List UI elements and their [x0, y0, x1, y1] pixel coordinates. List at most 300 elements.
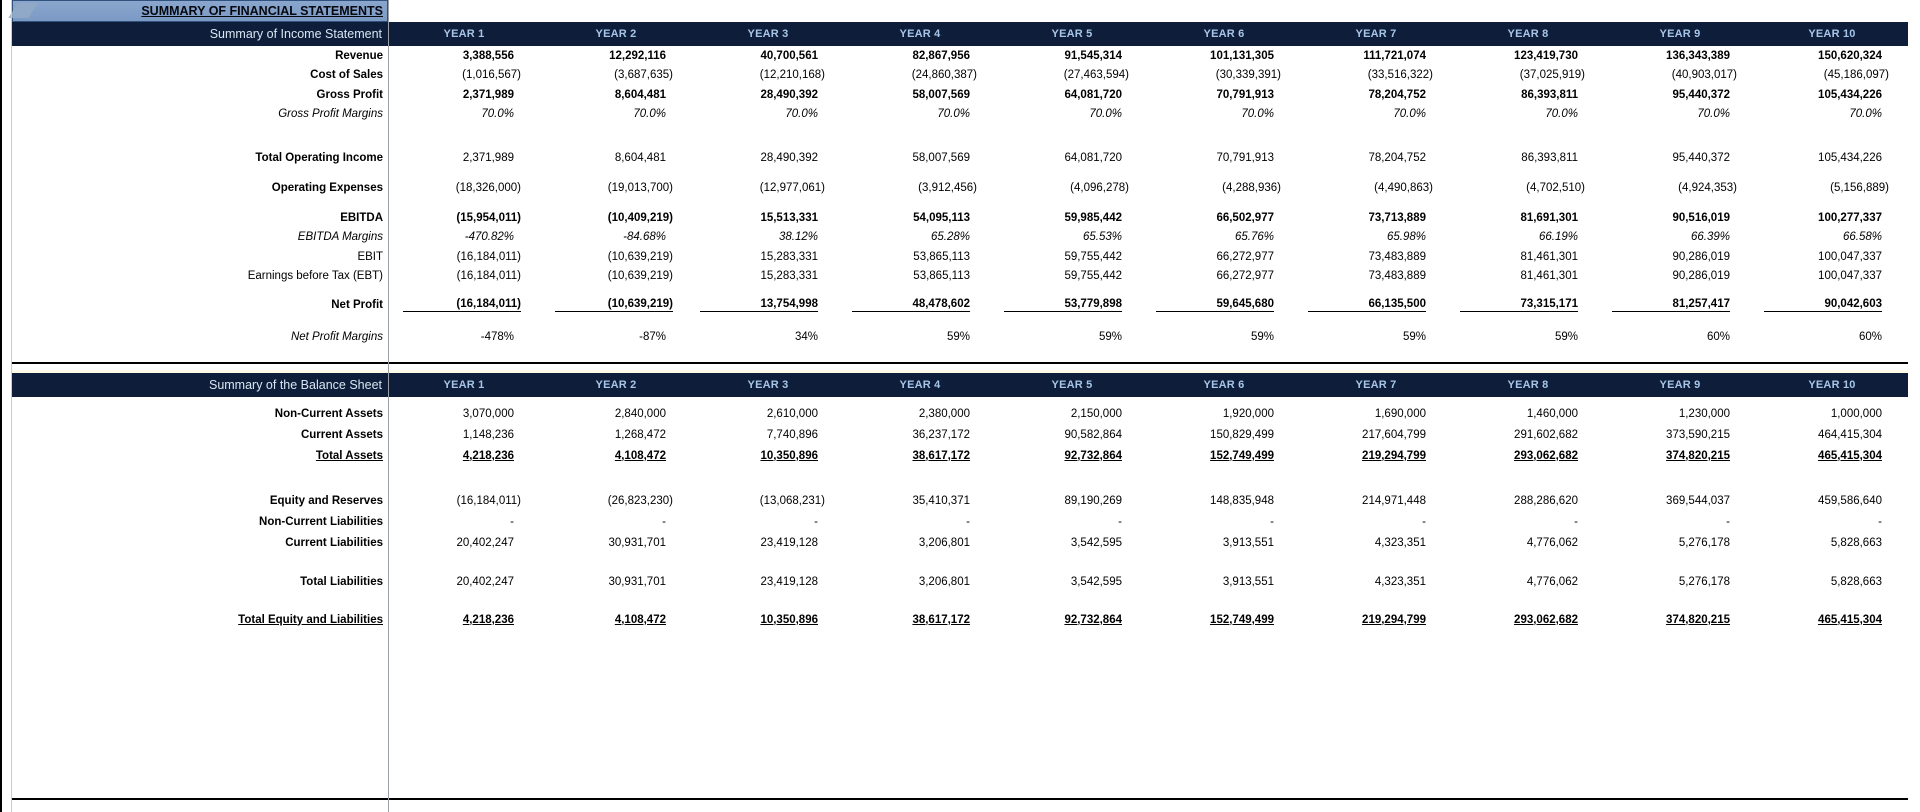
row-label-cell[interactable]: Revenue — [335, 49, 383, 62]
value-cell[interactable] — [996, 212, 1148, 224]
row-ebitda-margins — [2, 228, 1920, 248]
value-cell[interactable] — [388, 69, 540, 81]
value-cell[interactable] — [1604, 251, 1756, 263]
value-cell[interactable] — [996, 450, 1148, 462]
value-cell[interactable] — [1756, 50, 1908, 62]
value-text: 2,380,000 — [918, 407, 970, 420]
value-cell[interactable] — [540, 182, 692, 194]
value-cell[interactable] — [1756, 270, 1908, 282]
value-cell[interactable] — [692, 270, 844, 282]
value-cell[interactable] — [844, 331, 996, 343]
value-cell[interactable] — [844, 251, 996, 263]
value-cell[interactable] — [844, 614, 996, 626]
value-cell[interactable] — [388, 537, 540, 549]
value-cell[interactable] — [1300, 182, 1452, 194]
value-text: 4,108,472 — [614, 449, 666, 462]
value-cell[interactable] — [540, 331, 692, 343]
value-cell[interactable] — [692, 152, 844, 164]
value-cell[interactable] — [1604, 429, 1756, 441]
value-cell[interactable] — [540, 576, 692, 588]
row-label-cell[interactable]: Cost of Sales — [310, 69, 383, 82]
value-cell[interactable] — [996, 331, 1148, 343]
value-cell[interactable] — [1756, 495, 1908, 507]
value-cell[interactable] — [1148, 108, 1300, 120]
value-cell[interactable] — [844, 212, 996, 224]
value-cell[interactable] — [996, 69, 1148, 81]
value-cell[interactable] — [1604, 614, 1756, 626]
value-cell[interactable] — [1300, 614, 1452, 626]
value-cell[interactable] — [1756, 251, 1908, 263]
value-text: 4,218,236 — [462, 613, 514, 626]
value-text: (45,186,097) — [1823, 69, 1889, 82]
value-cell[interactable] — [540, 108, 692, 120]
value-cell[interactable] — [996, 108, 1148, 120]
value-cell[interactable] — [1756, 576, 1908, 588]
value-text: -84.68% — [623, 231, 666, 244]
value-text: - — [1726, 515, 1730, 528]
value-cell[interactable] — [1300, 69, 1452, 81]
value-cell[interactable] — [1604, 576, 1756, 588]
value-text: 70.0% — [1849, 108, 1882, 121]
value-cell[interactable] — [1300, 231, 1452, 243]
value-cell[interactable] — [692, 108, 844, 120]
value-cell[interactable] — [388, 429, 540, 441]
value-text: 1,460,000 — [1526, 407, 1578, 420]
value-cell[interactable] — [996, 516, 1148, 528]
value-text: 2,371,989 — [462, 151, 514, 164]
value-cell[interactable] — [1300, 270, 1452, 282]
value-text: 90,516,019 — [1672, 211, 1730, 224]
value-cell[interactable] — [388, 89, 540, 101]
value-text: (3,912,456) — [918, 182, 977, 195]
value-cell[interactable] — [540, 408, 692, 420]
value-cell[interactable] — [1452, 270, 1604, 282]
year-header[interactable]: YEAR 5 — [1051, 379, 1093, 391]
value-text: (16,184,011) — [456, 270, 521, 283]
value-text: (16,184,011) — [403, 298, 521, 312]
value-text: 59% — [1250, 331, 1274, 344]
value-text: 86,393,811 — [1521, 88, 1578, 101]
balance-sheet-header-label[interactable]: Summary of the Balance Sheet — [208, 378, 382, 392]
value-cell[interactable] — [844, 516, 996, 528]
value-cell[interactable] — [844, 50, 996, 62]
value-cell[interactable] — [1300, 89, 1452, 101]
value-cell[interactable] — [1756, 408, 1908, 420]
value-cell[interactable] — [1604, 231, 1756, 243]
value-cell[interactable] — [1148, 251, 1300, 263]
value-cell[interactable] — [844, 408, 996, 420]
value-cell[interactable] — [1148, 429, 1300, 441]
year-header[interactable]: YEAR 3 — [747, 28, 789, 40]
value-cell[interactable] — [1300, 152, 1452, 164]
row-label-cell[interactable]: Operating Expenses — [271, 182, 383, 195]
value-cell[interactable] — [1452, 152, 1604, 164]
value-cell[interactable] — [692, 50, 844, 62]
value-text: 73,483,889 — [1368, 250, 1426, 263]
value-cell[interactable] — [1604, 331, 1756, 343]
value-cell[interactable] — [1452, 429, 1604, 441]
value-text: - — [814, 515, 818, 528]
value-cell[interactable] — [540, 495, 692, 507]
value-cell[interactable] — [844, 298, 996, 312]
value-cell[interactable] — [692, 495, 844, 507]
value-cell[interactable] — [1452, 182, 1604, 194]
value-cell[interactable] — [692, 537, 844, 549]
value-cell[interactable] — [1148, 331, 1300, 343]
value-cell[interactable] — [1452, 212, 1604, 224]
row-label-cell[interactable]: Equity and Reserves — [269, 494, 383, 507]
row-total-equity-and-liabilities — [2, 609, 1920, 630]
year-header[interactable]: YEAR 2 — [595, 379, 637, 391]
value-cell[interactable] — [844, 450, 996, 462]
row-label-cell[interactable]: Net Profit Margins — [290, 331, 383, 344]
value-cell[interactable] — [1148, 231, 1300, 243]
value-cell[interactable] — [1756, 231, 1908, 243]
row-label-cell[interactable]: Total Operating Income — [255, 151, 383, 164]
row-ebitda — [2, 208, 1920, 228]
year-header[interactable]: YEAR 7 — [1355, 28, 1397, 40]
year-header[interactable]: YEAR 9 — [1659, 28, 1701, 40]
value-cell[interactable] — [996, 270, 1148, 282]
value-cell[interactable] — [388, 408, 540, 420]
value-cell[interactable] — [388, 298, 540, 312]
value-cell[interactable] — [844, 182, 996, 194]
value-cell[interactable] — [388, 231, 540, 243]
value-text: (1,016,567) — [462, 69, 521, 82]
year-header[interactable]: YEAR 6 — [1203, 28, 1245, 40]
value-cell[interactable] — [844, 69, 996, 81]
value-text: (26,823,230) — [607, 494, 673, 507]
value-text: 123,419,730 — [1514, 49, 1578, 62]
value-cell[interactable] — [1604, 108, 1756, 120]
year-header[interactable]: YEAR 3 — [747, 379, 789, 391]
value-cell[interactable] — [844, 89, 996, 101]
year-header[interactable]: YEAR 7 — [1355, 379, 1397, 391]
row-label-cell[interactable]: EBIT — [357, 250, 383, 263]
value-cell[interactable] — [996, 231, 1148, 243]
value-cell[interactable] — [1148, 50, 1300, 62]
value-cell[interactable] — [1756, 450, 1908, 462]
spacer-row — [2, 198, 1920, 208]
value-cell[interactable] — [388, 516, 540, 528]
value-cell[interactable] — [996, 182, 1148, 194]
year-header[interactable]: YEAR 8 — [1507, 28, 1549, 40]
value-text: 3,913,551 — [1222, 575, 1274, 588]
value-cell[interactable] — [1604, 450, 1756, 462]
value-cell[interactable] — [996, 152, 1148, 164]
row-label-cell[interactable]: Current Liabilities — [285, 536, 383, 549]
value-cell[interactable] — [1300, 576, 1452, 588]
value-cell[interactable] — [1452, 231, 1604, 243]
value-cell[interactable] — [692, 69, 844, 81]
value-text: 100,047,337 — [1818, 270, 1882, 283]
value-cell[interactable] — [1756, 614, 1908, 626]
value-cell[interactable] — [692, 614, 844, 626]
value-text: 111,721,074 — [1363, 49, 1426, 62]
value-cell[interactable] — [388, 251, 540, 263]
value-cell[interactable] — [540, 614, 692, 626]
value-cell[interactable] — [1300, 516, 1452, 528]
year-header[interactable]: YEAR 8 — [1507, 379, 1549, 391]
value-cell[interactable] — [844, 537, 996, 549]
value-cell[interactable] — [1148, 495, 1300, 507]
value-cell[interactable] — [996, 429, 1148, 441]
row-label-cell[interactable]: Gross Profit — [316, 88, 383, 101]
value-cell[interactable] — [692, 298, 844, 312]
value-cell[interactable] — [1148, 298, 1300, 312]
value-cell[interactable] — [1756, 331, 1908, 343]
value-text: 3,206,801 — [918, 536, 970, 549]
value-cell[interactable] — [1452, 450, 1604, 462]
value-cell[interactable] — [1604, 182, 1756, 194]
value-text: (4,490,863) — [1374, 182, 1433, 195]
value-text: 1,148,236 — [462, 428, 514, 441]
year-header[interactable]: YEAR 4 — [899, 28, 941, 40]
value-cell[interactable] — [1300, 495, 1452, 507]
value-cell[interactable] — [1452, 495, 1604, 507]
value-text: 152,749,499 — [1210, 613, 1274, 626]
row-label-cell[interactable]: Gross Profit Margins — [278, 108, 383, 121]
value-cell[interactable] — [692, 331, 844, 343]
value-cell[interactable] — [388, 108, 540, 120]
income-statement-header-label[interactable]: Summary of Income Statement — [209, 27, 382, 41]
value-cell[interactable] — [1756, 429, 1908, 441]
value-cell[interactable] — [1452, 516, 1604, 528]
value-cell[interactable] — [1452, 537, 1604, 549]
value-text: (37,025,919) — [1519, 69, 1585, 82]
value-cell[interactable] — [1452, 108, 1604, 120]
value-cell[interactable] — [1148, 537, 1300, 549]
value-cell[interactable] — [388, 495, 540, 507]
value-cell[interactable] — [1604, 516, 1756, 528]
value-text: 152,749,499 — [1210, 449, 1274, 462]
value-cell[interactable] — [692, 89, 844, 101]
value-cell[interactable] — [1604, 212, 1756, 224]
value-cell[interactable] — [1452, 298, 1604, 312]
year-header[interactable]: YEAR 10 — [1808, 379, 1856, 391]
value-cell[interactable] — [1756, 152, 1908, 164]
value-text: 70.0% — [481, 108, 514, 121]
value-cell[interactable] — [844, 576, 996, 588]
value-cell[interactable] — [996, 408, 1148, 420]
value-text: 58,007,569 — [912, 151, 970, 164]
value-cell[interactable] — [1756, 182, 1908, 194]
value-cell[interactable] — [540, 270, 692, 282]
value-cell[interactable] — [540, 231, 692, 243]
value-cell[interactable] — [844, 270, 996, 282]
value-text: 89,190,269 — [1064, 494, 1122, 507]
income-statement-table — [2, 46, 1920, 362]
value-cell[interactable] — [540, 298, 692, 312]
value-cell[interactable] — [844, 495, 996, 507]
value-text: - — [966, 515, 970, 528]
value-cell[interactable] — [540, 69, 692, 81]
row-label-cell[interactable]: EBITDA Margins — [297, 231, 383, 244]
row-label-cell[interactable]: Earnings before Tax (EBT) — [247, 270, 383, 283]
row-label-cell[interactable]: Total Assets — [315, 449, 383, 462]
value-text: 70.0% — [1545, 108, 1578, 121]
value-text: 73,315,171 — [1460, 298, 1578, 312]
left-gutter-gridline — [11, 0, 12, 812]
value-cell[interactable] — [540, 212, 692, 224]
value-cell[interactable] — [996, 537, 1148, 549]
value-cell[interactable] — [692, 212, 844, 224]
value-cell[interactable] — [1148, 614, 1300, 626]
value-cell[interactable] — [1300, 298, 1452, 312]
value-cell[interactable] — [388, 50, 540, 62]
value-cell[interactable] — [692, 450, 844, 462]
value-cell[interactable] — [1604, 50, 1756, 62]
value-cell[interactable] — [1452, 408, 1604, 420]
value-text: 5,276,178 — [1678, 536, 1730, 549]
year-header[interactable]: YEAR 10 — [1808, 28, 1856, 40]
value-cell[interactable] — [996, 50, 1148, 62]
value-text: 64,081,720 — [1064, 151, 1122, 164]
value-cell[interactable] — [692, 182, 844, 194]
value-cell[interactable] — [1300, 331, 1452, 343]
value-cell[interactable] — [388, 576, 540, 588]
sheet-title-cell[interactable] — [12, 0, 388, 22]
value-cell[interactable] — [692, 251, 844, 263]
value-cell[interactable] — [388, 270, 540, 282]
value-cell[interactable] — [1300, 251, 1452, 263]
value-text: 81,257,417 — [1612, 298, 1730, 312]
value-text: 15,513,331 — [760, 211, 818, 224]
value-cell[interactable] — [388, 450, 540, 462]
value-cell[interactable] — [540, 152, 692, 164]
value-cell[interactable] — [844, 108, 996, 120]
value-cell[interactable] — [1604, 298, 1756, 312]
value-text: 1,000,000 — [1830, 407, 1882, 420]
value-cell[interactable] — [996, 576, 1148, 588]
value-cell[interactable] — [1300, 212, 1452, 224]
row-label-cell[interactable]: Total Liabilities — [300, 575, 383, 588]
value-cell[interactable] — [692, 516, 844, 528]
row-label-cell[interactable]: Non-Current Liabilities — [259, 515, 383, 528]
value-cell[interactable] — [844, 429, 996, 441]
value-cell[interactable] — [996, 89, 1148, 101]
value-cell[interactable] — [540, 50, 692, 62]
value-text: (13,068,231) — [759, 494, 825, 507]
value-cell[interactable] — [1148, 69, 1300, 81]
row-label-cell[interactable]: Total Equity and Liabilities — [238, 613, 383, 626]
value-cell[interactable] — [1300, 408, 1452, 420]
value-cell[interactable] — [540, 450, 692, 462]
spacer-row — [2, 286, 1920, 295]
value-cell[interactable] — [1604, 69, 1756, 81]
value-cell[interactable] — [996, 495, 1148, 507]
value-cell[interactable] — [1148, 450, 1300, 462]
value-cell[interactable] — [996, 614, 1148, 626]
value-cell[interactable] — [1756, 108, 1908, 120]
value-cell[interactable] — [1148, 270, 1300, 282]
value-cell[interactable] — [1300, 50, 1452, 62]
value-cell[interactable] — [1452, 50, 1604, 62]
value-cell[interactable] — [540, 537, 692, 549]
value-cell[interactable] — [1300, 108, 1452, 120]
value-cell[interactable] — [996, 298, 1148, 312]
value-cell[interactable] — [1148, 212, 1300, 224]
value-cell[interactable] — [1756, 89, 1908, 101]
value-cell[interactable] — [388, 614, 540, 626]
value-cell[interactable] — [1452, 69, 1604, 81]
value-cell[interactable] — [692, 408, 844, 420]
value-cell[interactable] — [692, 576, 844, 588]
value-cell[interactable] — [388, 331, 540, 343]
value-cell[interactable] — [1148, 408, 1300, 420]
value-text: 4,323,351 — [1374, 536, 1426, 549]
spacer-row — [2, 553, 1920, 571]
value-cell[interactable] — [540, 251, 692, 263]
year-header[interactable]: YEAR 4 — [899, 379, 941, 391]
value-cell[interactable] — [1604, 152, 1756, 164]
value-cell[interactable] — [1756, 298, 1908, 312]
value-cell[interactable] — [1756, 537, 1908, 549]
value-cell[interactable] — [1756, 212, 1908, 224]
value-text: 54,095,113 — [913, 211, 970, 224]
value-cell[interactable] — [1756, 516, 1908, 528]
value-cell[interactable] — [692, 429, 844, 441]
value-cell[interactable] — [1756, 69, 1908, 81]
year-header[interactable]: YEAR 1 — [443, 379, 485, 391]
value-text: 3,913,551 — [1222, 536, 1274, 549]
value-cell[interactable] — [1452, 251, 1604, 263]
year-header[interactable]: YEAR 5 — [1051, 28, 1093, 40]
value-cell[interactable] — [1148, 182, 1300, 194]
value-cell[interactable] — [1452, 614, 1604, 626]
value-cell[interactable] — [1300, 537, 1452, 549]
value-cell[interactable] — [1452, 576, 1604, 588]
value-cell[interactable] — [692, 231, 844, 243]
value-cell[interactable] — [1148, 89, 1300, 101]
value-cell[interactable] — [1300, 429, 1452, 441]
year-header[interactable]: YEAR 9 — [1659, 379, 1701, 391]
value-text: (15,954,011) — [456, 211, 521, 224]
row-label-cell[interactable]: Current Assets — [300, 428, 383, 441]
value-cell[interactable] — [1148, 576, 1300, 588]
value-cell[interactable] — [844, 231, 996, 243]
value-cell[interactable] — [1604, 408, 1756, 420]
value-cell[interactable] — [1452, 89, 1604, 101]
year-header[interactable]: YEAR 6 — [1203, 379, 1245, 391]
value-text: (10,409,219) — [607, 211, 673, 224]
value-cell[interactable] — [1604, 89, 1756, 101]
value-cell[interactable] — [1148, 152, 1300, 164]
value-cell[interactable] — [540, 516, 692, 528]
row-label-cell[interactable]: Net Profit — [331, 298, 383, 311]
year-header[interactable]: YEAR 2 — [595, 28, 637, 40]
value-cell[interactable] — [1452, 331, 1604, 343]
row-label-cell[interactable]: Non-Current Assets — [274, 407, 383, 420]
value-text: 30,931,701 — [608, 575, 666, 588]
value-cell[interactable] — [996, 251, 1148, 263]
value-cell[interactable] — [1604, 537, 1756, 549]
value-cell[interactable] — [1148, 516, 1300, 528]
value-cell[interactable] — [1604, 270, 1756, 282]
value-cell[interactable] — [388, 152, 540, 164]
value-cell[interactable] — [540, 89, 692, 101]
value-cell[interactable] — [540, 429, 692, 441]
row-label-cell[interactable]: EBITDA — [340, 211, 383, 224]
value-text: 40,700,561 — [760, 49, 818, 62]
value-cell[interactable] — [388, 182, 540, 194]
value-text: - — [1270, 515, 1274, 528]
value-cell[interactable] — [844, 152, 996, 164]
value-cell[interactable] — [1300, 450, 1452, 462]
value-cell[interactable] — [388, 212, 540, 224]
value-cell[interactable] — [1604, 495, 1756, 507]
year-header[interactable]: YEAR 1 — [443, 28, 485, 40]
